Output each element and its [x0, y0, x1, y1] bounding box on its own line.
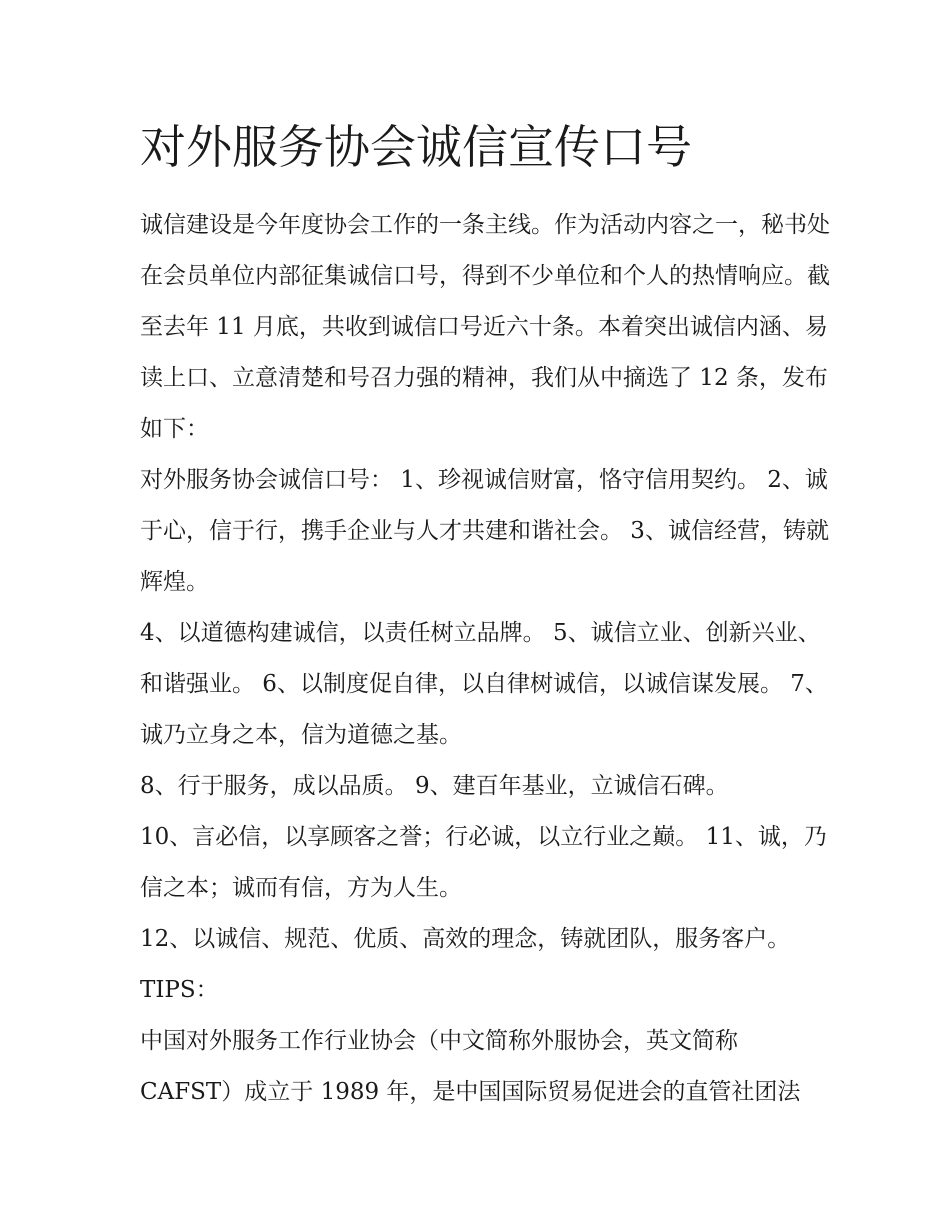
paragraph-slogan-12-tips: 12、以诚信、规范、优质、高效的理念，铸就团队，服务客户。 TIPS：: [140, 926, 791, 1003]
document-title: 对外服务协会诚信宣传口号: [140, 120, 692, 174]
paragraph-slogans-10-11: 10、言必信，以享顾客之誉；行必诚，以立行业之巅。 11、诚，乃信之本；诚而有信，方为人生。: [140, 824, 827, 901]
paragraph-slogans-1-3: 对外服务协会诚信口号： 1、珍视诚信财富，恪守信用契约。 2、诚于心，信于行，携手企业与人才共建和谐社会。 3、诚信经营，铸就辉煌。: [140, 467, 829, 595]
document-page: [140, 112, 830, 1118]
paragraph-slogans-4-7: 4、以道德构建诚信，以责任树立品牌。 5、诚信立业、创新兴业、和谐强业。 6、以制度促自律，以自律树诚信，以诚信谋发展。 7、诚乃立身之本，信为道德之基。: [140, 620, 828, 748]
paragraph-association-info: 中国对外服务工作行业协会（中文简称外服协会，英文简称 CAFST）成立于 1989 年，是中国国际贸易促进会的直管社团法: [140, 1028, 801, 1105]
paragraph-intro: 诚信建设是今年度协会工作的一条主线。作为活动内容之一，秘书处在会员单位内部征集诚信口号，得到不少单位和个人的热情响应。截至去年 11 月底，共收到诚信口号近六十条。本着突出诚信内涵、易读上口、立意清楚和号召力强的精神，我们从中摘选了 12 条，发布如下：: [140, 212, 830, 442]
paragraph-slogans-8-9: 8、行于服务，成以品质。 9、建百年基业，立诚信石碑。: [140, 773, 729, 799]
